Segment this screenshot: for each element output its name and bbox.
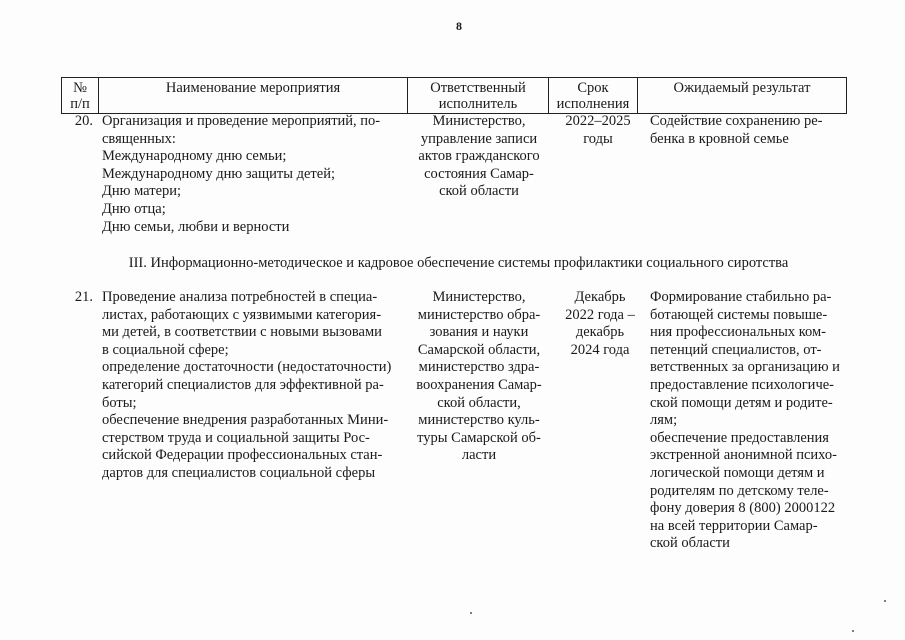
row-21-result-line: на всей территории Самар- — [650, 517, 818, 534]
row-20-name-line: священных: — [102, 130, 176, 147]
row-20-term — [556, 113, 640, 148]
row-20-number: 20. — [74, 113, 93, 129]
row-21-name-line: определение достаточности (недостаточности) — [102, 359, 392, 376]
row-20-name-line: Дню семьи, любви и верности — [102, 218, 290, 235]
row-21-result-line: Формирование стабильно ра- — [650, 289, 832, 305]
row-20-name-line: Международному дню защиты детей; — [102, 165, 335, 182]
section-title: III. Информационно-методическое и кадровое обеспечение системы профилактики социального сиротства — [128, 255, 789, 271]
header-name-text: Наименование мероприятия — [165, 80, 341, 96]
row-21-name-line: ми детей, в соответствии с новыми вызовами — [102, 324, 382, 341]
row-21-result-line: экстренной анонимной психо- — [650, 447, 837, 464]
row-21-result-line: обеспечение предоставления — [650, 429, 829, 446]
row-21-result-line: фону доверия 8 (800) 2000122 — [650, 500, 836, 517]
header-term — [549, 78, 638, 114]
header-num — [62, 78, 99, 114]
page-number: 8 — [456, 19, 462, 33]
row-21-term-line: декабрь — [575, 324, 625, 341]
row-21-executor-line: Самарской области, — [417, 341, 541, 358]
row-21-executor-line: ской области, — [437, 394, 521, 411]
row-21-name-line: Проведение анализа потребностей в специа- — [102, 289, 378, 305]
row-20-result-line: Содействие сохранению ре- — [650, 113, 823, 129]
row-20-executor-line: состояния Самар- — [424, 165, 534, 182]
row-20-executor-line: ской области — [439, 183, 519, 200]
row-21-executor-line: ласти — [461, 447, 497, 464]
row-21-name-line: обеспечение внедрения разработанных Мини- — [102, 412, 389, 429]
row-21-executor — [406, 289, 552, 465]
row-21-executor-line: Министерство, — [432, 289, 526, 305]
row-21-name-line: стерством труда и социальной защиты Рос- — [102, 429, 370, 446]
row-21-name-line: дартов для специалистов социальной сферы — [102, 464, 376, 481]
row-21-executor-line: зования и науки — [429, 324, 529, 341]
row-21-executor-line: министерство обра- — [417, 306, 541, 323]
row-21-term-line: 2022 года – — [565, 306, 635, 323]
row-21-name — [102, 289, 402, 483]
header-executor — [408, 78, 549, 114]
row-20-name-line: Организация и проведение мероприятий, по- — [102, 113, 381, 129]
header-executor-line-2: исполнитель — [438, 96, 518, 112]
row-20-name-line: Международному дню семьи; — [102, 148, 287, 165]
row-20-result-line: бенка в кровной семье — [650, 130, 789, 147]
row-21-executor-line: министерство куль- — [418, 412, 540, 429]
row-20-executor-line: актов гражданского — [418, 148, 540, 165]
row-20-term-line: годы — [583, 130, 613, 147]
header-result — [638, 78, 847, 114]
header-result-text: Ожидаемый результат — [673, 80, 811, 96]
row-20-name-line: Дню матери; — [102, 183, 182, 200]
row-20-executor-line: управление записи — [420, 130, 538, 147]
row-21-name-line: боты; — [102, 394, 137, 411]
row-21-term — [556, 289, 644, 359]
row-21-result-line: логической помощи детям и — [650, 464, 825, 481]
row-21-result-line: ветственных за организацию и — [650, 359, 840, 376]
header-executor-line-1: Ответственный — [430, 80, 526, 96]
row-21-result — [650, 289, 848, 553]
row-21-executor-line: воохранения Самар- — [416, 376, 542, 393]
row-21-name-line: категорий специалистов для эффективной ра- — [102, 376, 384, 393]
row-21-result-line: лям; — [650, 412, 678, 429]
row-21-term-line: Декабрь — [574, 289, 626, 305]
row-21-name-line: листах, работающих с уязвимыми категория- — [102, 306, 382, 323]
row-20-executor-line: Министерство, — [432, 113, 526, 129]
row-20-executor — [406, 113, 552, 201]
table-header — [61, 77, 847, 114]
row-21-result-line: ботающей системы повыше- — [650, 306, 828, 323]
row-21-name-line: в социальной сфере; — [102, 341, 229, 358]
row-21-result-line: петенций специалистов, от- — [650, 341, 822, 358]
row-20-term-line: 2022–2025 — [565, 113, 631, 129]
row-21-result-line: ской области — [650, 535, 730, 552]
header-name — [99, 78, 408, 114]
scan-speck — [884, 600, 886, 602]
row-21-result-line: предоставление психологиче- — [650, 376, 834, 393]
header-num-line-1: № — [73, 80, 87, 96]
row-21-number: 21. — [74, 289, 93, 305]
row-20-result — [650, 113, 848, 148]
header-term-line-1: Срок — [577, 80, 609, 96]
row-20-name — [102, 113, 402, 236]
row-21-executor-line: туры Самарской об- — [417, 429, 541, 446]
row-21-executor-line: министерство здра- — [418, 359, 540, 376]
header-term-line-2: исполнения — [556, 96, 630, 112]
row-21-result-line: родителям по детскому теле- — [650, 482, 829, 499]
row-21-name-line: сийской Федерации профессиональных стан- — [102, 447, 383, 464]
scan-speck — [470, 612, 472, 614]
header-num-line-2: п/п — [70, 96, 90, 112]
row-21-term-line: 2024 года — [570, 341, 630, 358]
row-21-result-line: ской помощи детям и родите- — [650, 394, 833, 411]
row-21-result-line: ния профессиональных ком- — [650, 324, 826, 341]
scan-speck — [852, 630, 854, 632]
row-20-name-line: Дню отца; — [102, 200, 166, 217]
